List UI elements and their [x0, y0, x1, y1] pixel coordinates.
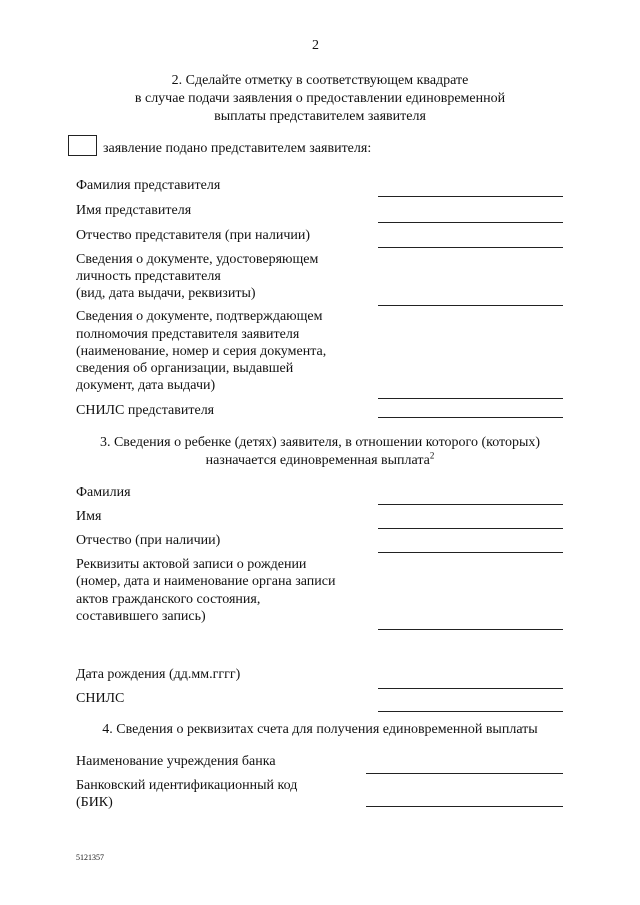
- rep-name-line[interactable]: [378, 222, 563, 223]
- section2-title-line3: выплаты представителем заявителя: [214, 109, 426, 124]
- representative-checkbox[interactable]: [68, 135, 97, 156]
- section3-title-text: назначается единовременная выплата: [205, 453, 430, 468]
- child-name-line[interactable]: [378, 528, 563, 529]
- child-snils-label: СНИЛС: [76, 691, 125, 706]
- birth-record-line[interactable]: [378, 629, 563, 630]
- child-patronymic-line[interactable]: [378, 552, 563, 553]
- bank-name-line[interactable]: [366, 773, 563, 774]
- section4-title: 4. Сведения о реквизитах счета для получения единовременной выплаты: [102, 722, 538, 737]
- child-name-label: Имя: [76, 509, 102, 524]
- rep-surname-line[interactable]: [378, 196, 563, 197]
- page-number: 2: [312, 38, 319, 53]
- section2-title-line1: 2. Сделайте отметку в соответствующем квадрате: [171, 73, 469, 88]
- rep-name-label: Имя представителя: [76, 203, 192, 218]
- rep-patronymic-label: Отчество представителя (при наличии): [76, 228, 311, 243]
- child-patronymic-label: Отчество (при наличии): [76, 533, 221, 548]
- rep-id-doc-label-1: Сведения о документе, удостоверяющем: [76, 252, 319, 267]
- rep-id-doc-label-3: (вид, дата выдачи, реквизиты): [76, 286, 256, 301]
- rep-authority-line[interactable]: [378, 398, 563, 399]
- rep-snils-line[interactable]: [378, 417, 563, 418]
- child-surname-label: Фамилия: [76, 485, 131, 500]
- bik-label-2: (БИК): [76, 795, 113, 810]
- rep-id-doc-label-2: личность представителя: [76, 269, 221, 284]
- footnote-mark: 2: [429, 450, 435, 461]
- bik-label-1: Банковский идентификационный код: [76, 778, 298, 793]
- bank-name-label: Наименование учреждения банка: [76, 754, 276, 769]
- rep-patronymic-line[interactable]: [378, 247, 563, 248]
- bik-line[interactable]: [366, 806, 563, 807]
- child-surname-line[interactable]: [378, 504, 563, 505]
- birth-date-label: Дата рождения (дд.мм.гггг): [76, 667, 241, 682]
- birth-date-line[interactable]: [378, 688, 563, 689]
- birth-record-label-4: составившего запись): [76, 609, 206, 624]
- checkbox-label: заявление подано представителем заявителя:: [103, 141, 372, 156]
- birth-record-label-3: актов гражданского состояния,: [76, 592, 261, 607]
- rep-surname-label: Фамилия представителя: [76, 178, 221, 193]
- child-snils-line[interactable]: [378, 711, 563, 712]
- rep-authority-label-4: сведения об организации, выдавшей: [76, 361, 294, 376]
- rep-authority-label-1: Сведения о документе, подтверждающем: [76, 309, 323, 324]
- birth-record-label-2: (номер, дата и наименование органа записи: [76, 574, 336, 589]
- section3-title-line1: 3. Сведения о ребенке (детях) заявителя, в отношении которого (которых): [99, 435, 541, 450]
- rep-authority-label-5: документ, дата выдачи): [76, 378, 216, 393]
- section3-title-line2: [0, 452, 640, 470]
- rep-snils-label: СНИЛС представителя: [76, 403, 215, 418]
- document-code: 5121357: [76, 853, 104, 862]
- rep-id-doc-line[interactable]: [378, 305, 563, 306]
- rep-authority-label-3: (наименование, номер и серия документа,: [76, 344, 327, 359]
- rep-authority-label-2: полномочия представителя заявителя: [76, 327, 300, 342]
- section2-title-line2: в случае подачи заявления о предоставлении единовременной: [134, 91, 506, 106]
- birth-record-label-1: Реквизиты актовой записи о рождении: [76, 557, 307, 572]
